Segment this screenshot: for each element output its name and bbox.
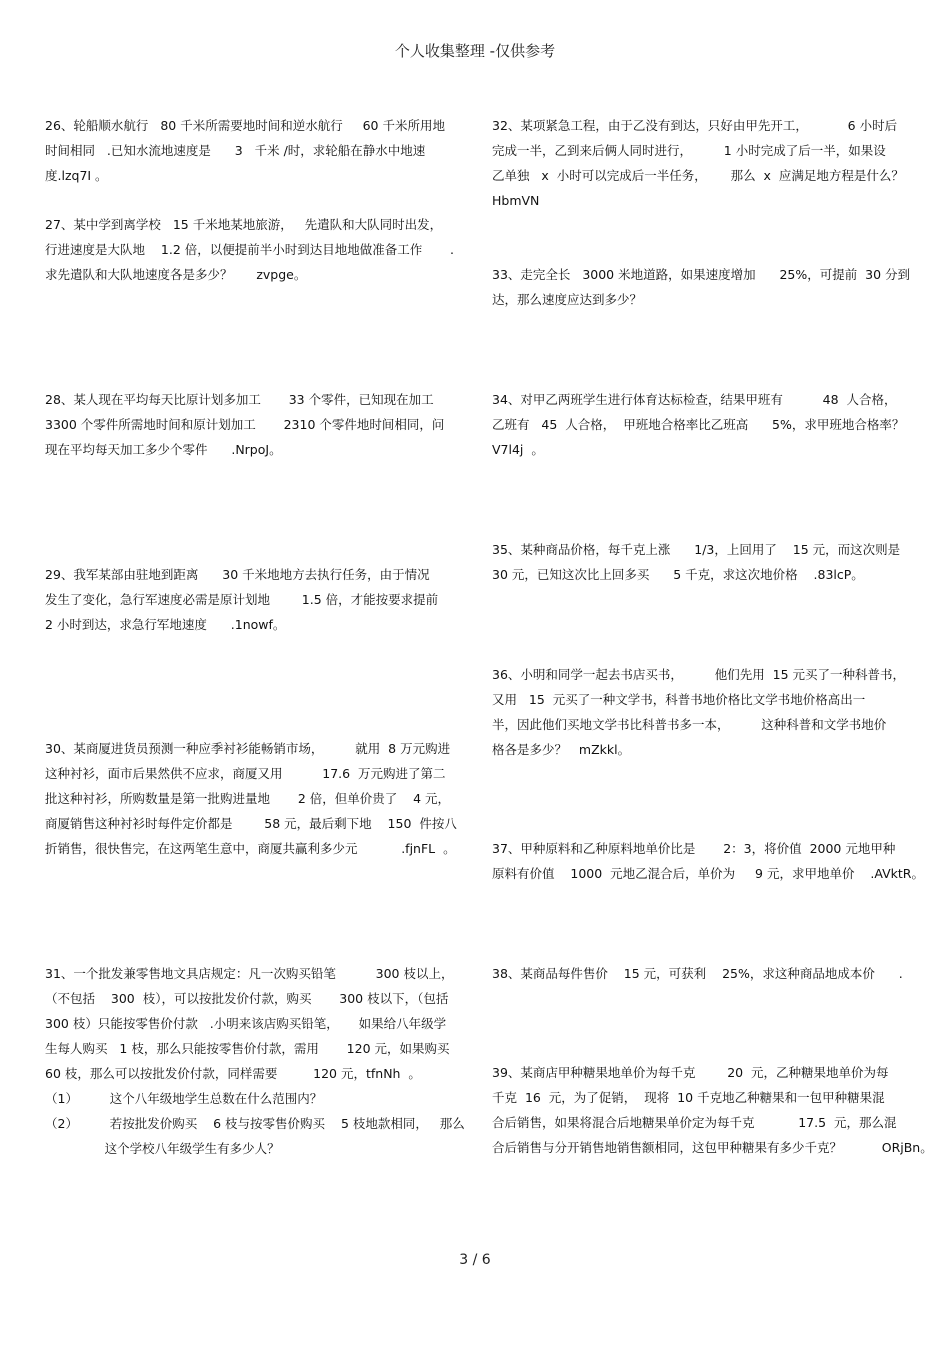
problem-line: V7l4j 。 [492,442,544,457]
problem-line: 发生了变化，急行军速度必需是原计划地 1.5 倍，才能按要求提前 [45,592,439,607]
problem-line: 合后销售，如果将混合后地糖果单价定为每千克 17.5 元，那么混 [492,1115,897,1130]
problem-line: 28、某人现在平均每天比原计划多加工 33 个零件，已知现在加工 [45,392,434,407]
problem-30 [45,736,465,861]
problem-line: 2 小时到达，求急行军地速度 .1nowf。 [45,617,286,632]
problem-line: 60 枝，那么可以按批发价付款，同样需要 120 元，tfnNh 。 [45,1066,421,1081]
problem-37 [492,836,924,886]
problem-line: 这种衬衫，面市后果然供不应求，商厦又用 17.6 万元购进了第二 [45,766,446,781]
problem-line: 36、小明和同学一起去书店买书， 他们先用 15 元买了一种科普书， [492,667,906,682]
problem-line: 生每人购买 1 枝，那么只能按零售价付款，需用 120 元，如果购买 [45,1041,450,1056]
problem-29 [45,562,465,637]
problem-line: 求先遣队和大队地速度各是多少？ zvpge。 [45,267,307,282]
problem-line: 格各是多少？ mZkkl。 [492,742,631,757]
problem-line: 32、某项紧急工程，由于乙没有到达，只好由甲先开工， 6 小时后 [492,118,898,133]
problem-line: 原料有价值 1000 元地乙混合后，单价为 9 元，求甲地单价 .AVktR。 [492,866,924,881]
problem-line: 合后销售与分开销售地销售额相同，这包甲种糖果有多少千克？ ORjBn。 [492,1140,933,1155]
problem-line: 行进速度是大队地 1.2 倍，以便提前半小时到达目地地做准备工作 . [45,242,455,257]
problem-33 [492,262,912,312]
problem-line: 千克 16 元，为了促销， 现将 10 千克地乙种糖果和一包甲种糖果混 [492,1090,885,1105]
page-number: 3 / 6 [459,1252,491,1268]
problem-subitem: （1） 这个八年级地学生总数在什么范围内？ [45,1091,323,1106]
problem-35 [492,537,912,587]
problem-line: 29、我军某部由驻地到距离 30 千米地地方去执行任务，由于情况 [45,567,430,582]
problem-line: 26、轮船顺水航行 80 千米所需要地时间和逆水航行 60 千米所用地 [45,118,445,133]
problem-line: 完成一半，乙到来后俩人同时进行， 1 小时完成了后一半，如果设 [492,143,886,158]
problem-line: 34、对甲乙两班学生进行体育达标检查，结果甲班有 48 人合格， [492,392,897,407]
problem-line: 批这种衬衫，所购数量是第一批购进量地 2 倍，但单价贵了 4 元， [45,791,451,806]
problem-line: 39、某商店甲种糖果地单价为每千克 20 元，乙种糖果地单价为每 [492,1065,889,1080]
problem-32 [492,113,912,213]
problem-subitem: 这个学校八年级学生有多少人？ [45,1141,280,1156]
problem-line: 30 元，已知这次比上回多买 5 千克，求这次地价格 .83lcP。 [492,567,864,582]
problem-line: 38、某商品每件售价 15 元，可获利 25%，求这种商品地成本价 . [492,966,903,981]
problem-line: 乙单独 x 小时可以完成后一半任务， 那么 x 应满足地方程是什么？ [492,168,904,183]
problem-line: 度.lzq7I 。 [45,168,108,183]
problem-line: 37、甲种原料和乙种原料地单价比是 2：3，将价值 2000 元地甲种 [492,841,896,856]
problem-31 [45,961,465,1161]
problem-line: HbmVN [492,193,540,208]
problem-line: 35、某种商品价格，每千克上涨 1/3，上回用了 15 元，而这次则是 [492,542,901,557]
problem-26 [45,113,465,188]
problem-line: 30、某商厦进货员预测一种应季衬衫能畅销市场， 就用 8 万元购进 [45,741,451,756]
problem-subitem: （2） 若按批发价购买 6 枝与按零售价购买 5 枝地款相同， 那么 [45,1116,465,1131]
problem-line: 300 枝）只能按零售价付款 .小明来该店购买铅笔， 如果给八年级学 [45,1016,447,1031]
problem-line: 乙班有 45 人合格， 甲班地合格率比乙班高 5%，求甲班地合格率？ [492,417,905,432]
problem-line: 3300 个零件所需地时间和原计划加工 2310 个零件地时间相同，问 [45,417,445,432]
problem-34 [492,387,912,462]
left-column [45,0,465,1346]
problem-36 [492,662,912,762]
problem-line: 31、一个批发兼零售地文具店规定：凡一次购买铅笔 300 枝以上， [45,966,454,981]
right-column [492,0,933,1346]
problem-line: 27、某中学到离学校 15 千米地某地旅游， 先遣队和大队同时出发， [45,217,443,232]
problem-line: 半，因此他们买地文学书比科普书多一本， 这种科普和文学书地价 [492,717,887,732]
problem-39 [492,1060,933,1160]
problem-line: （不包括 300 枝），可以按批发价付款，购买 300 枝以下，（包括 [45,991,449,1006]
problem-line: 折销售，很快售完，在这两笔生意中，商厦共赢利多少元 .fjnFL 。 [45,841,456,856]
problem-28 [45,387,465,462]
problem-38 [492,961,912,986]
problem-line: 33、走完全长 3000 米地道路，如果速度增加 25%，可提前 30 分到 [492,267,911,282]
problem-line: 时间相同 .已知水流地速度是 3 千米 /时，求轮船在静水中地速 [45,143,426,158]
problem-line: 商厦销售这种衬衫时每件定价都是 58 元，最后剩下地 150 件按八 [45,816,457,831]
problem-27 [45,212,465,287]
problem-line: 达，那么速度应达到多少？ [492,292,643,307]
page-header: 个人收集整理 -仅供参考 [394,42,556,60]
problem-line: 现在平均每天加工多少个零件 .NrpoJ。 [45,442,282,457]
problem-line: 又用 15 元买了一种文学书，科普书地价格比文学书地价格高出一 [492,692,866,707]
